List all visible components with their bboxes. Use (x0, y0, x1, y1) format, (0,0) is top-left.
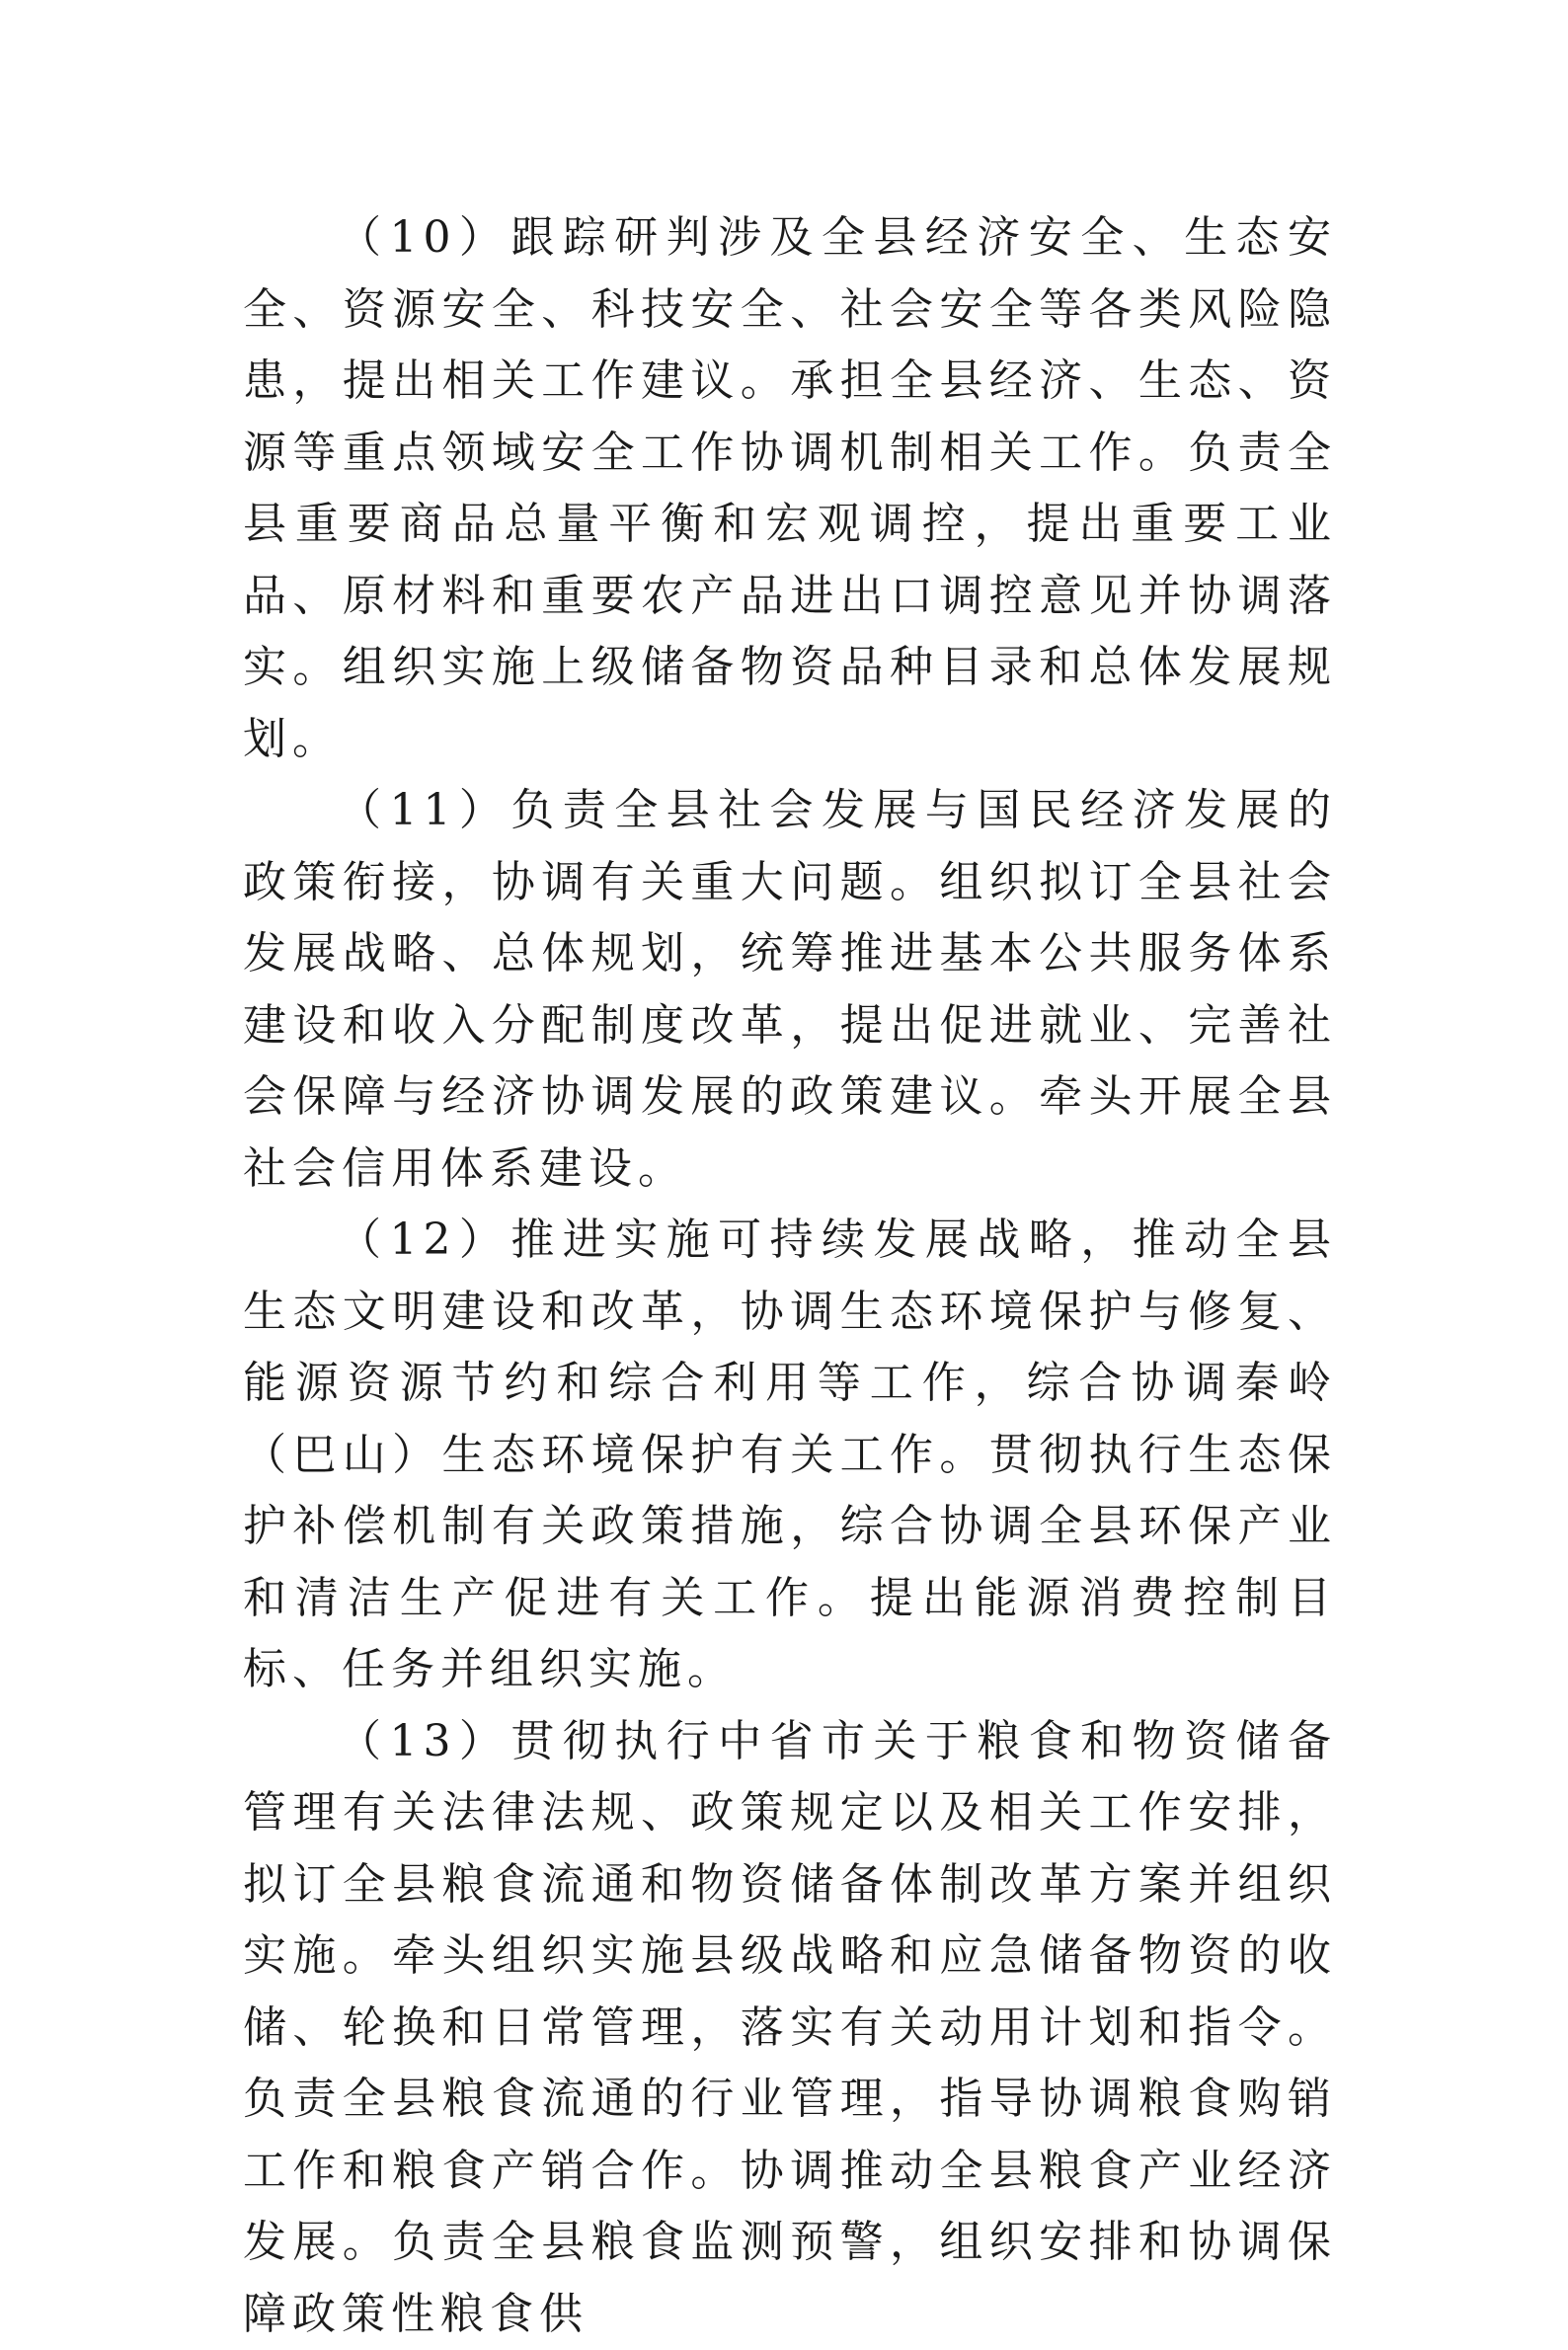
document-body (243, 202, 1337, 2350)
paragraph-10: （10）跟踪研判涉及全县经济安全、生态安全、资源安全、科技安全、社会安全等各类风险隐患，提出相关工作建议。承担全县经济、生态、资源等重点领域安全工作协调机制相关工作。负责全县重要商品总量平衡和宏观调控，提出重要工业品、原材料和重要农产品进出口调控意见并协调落实。组织实施上级储备物资品种目录和总体发展规划。 (243, 202, 1337, 775)
paragraph-12: （12）推进实施可持续发展战略，推动全县生态文明建设和改革，协调生态环境保护与修复、能源资源节约和综合利用等工作，综合协调秦岭（巴山）生态环境保护有关工作。贯彻执行生态保护补偿机制有关政策措施，综合协调全县环保产业和清洁生产促进有关工作。提出能源消费控制目标、任务并组织实施。 (243, 1205, 1337, 1706)
paragraph-13: （13）贯彻执行中省市关于粮食和物资储备管理有关法律法规、政策规定以及相关工作安排，拟订全县粮食流通和物资储备体制改革方案并组织实施。牵头组织实施县级战略和应急储备物资的收储、轮换和日常管理，落实有关动用计划和指令。负责全县粮食流通的行业管理，指导协调粮食购销工作和粮食产销合作。协调推动全县粮食产业经济发展。负责全县粮食监测预警，组织安排和协调保障政策性粮食供 (243, 1706, 1337, 2350)
paragraph-11: （11）负责全县社会发展与国民经济发展的政策衔接，协调有关重大问题。组织拟订全县社会发展战略、总体规划，统筹推进基本公共服务体系建设和收入分配制度改革，提出促进就业、完善社会保障与经济协调发展的政策建议。牵头开展全县社会信用体系建设。 (243, 775, 1337, 1205)
